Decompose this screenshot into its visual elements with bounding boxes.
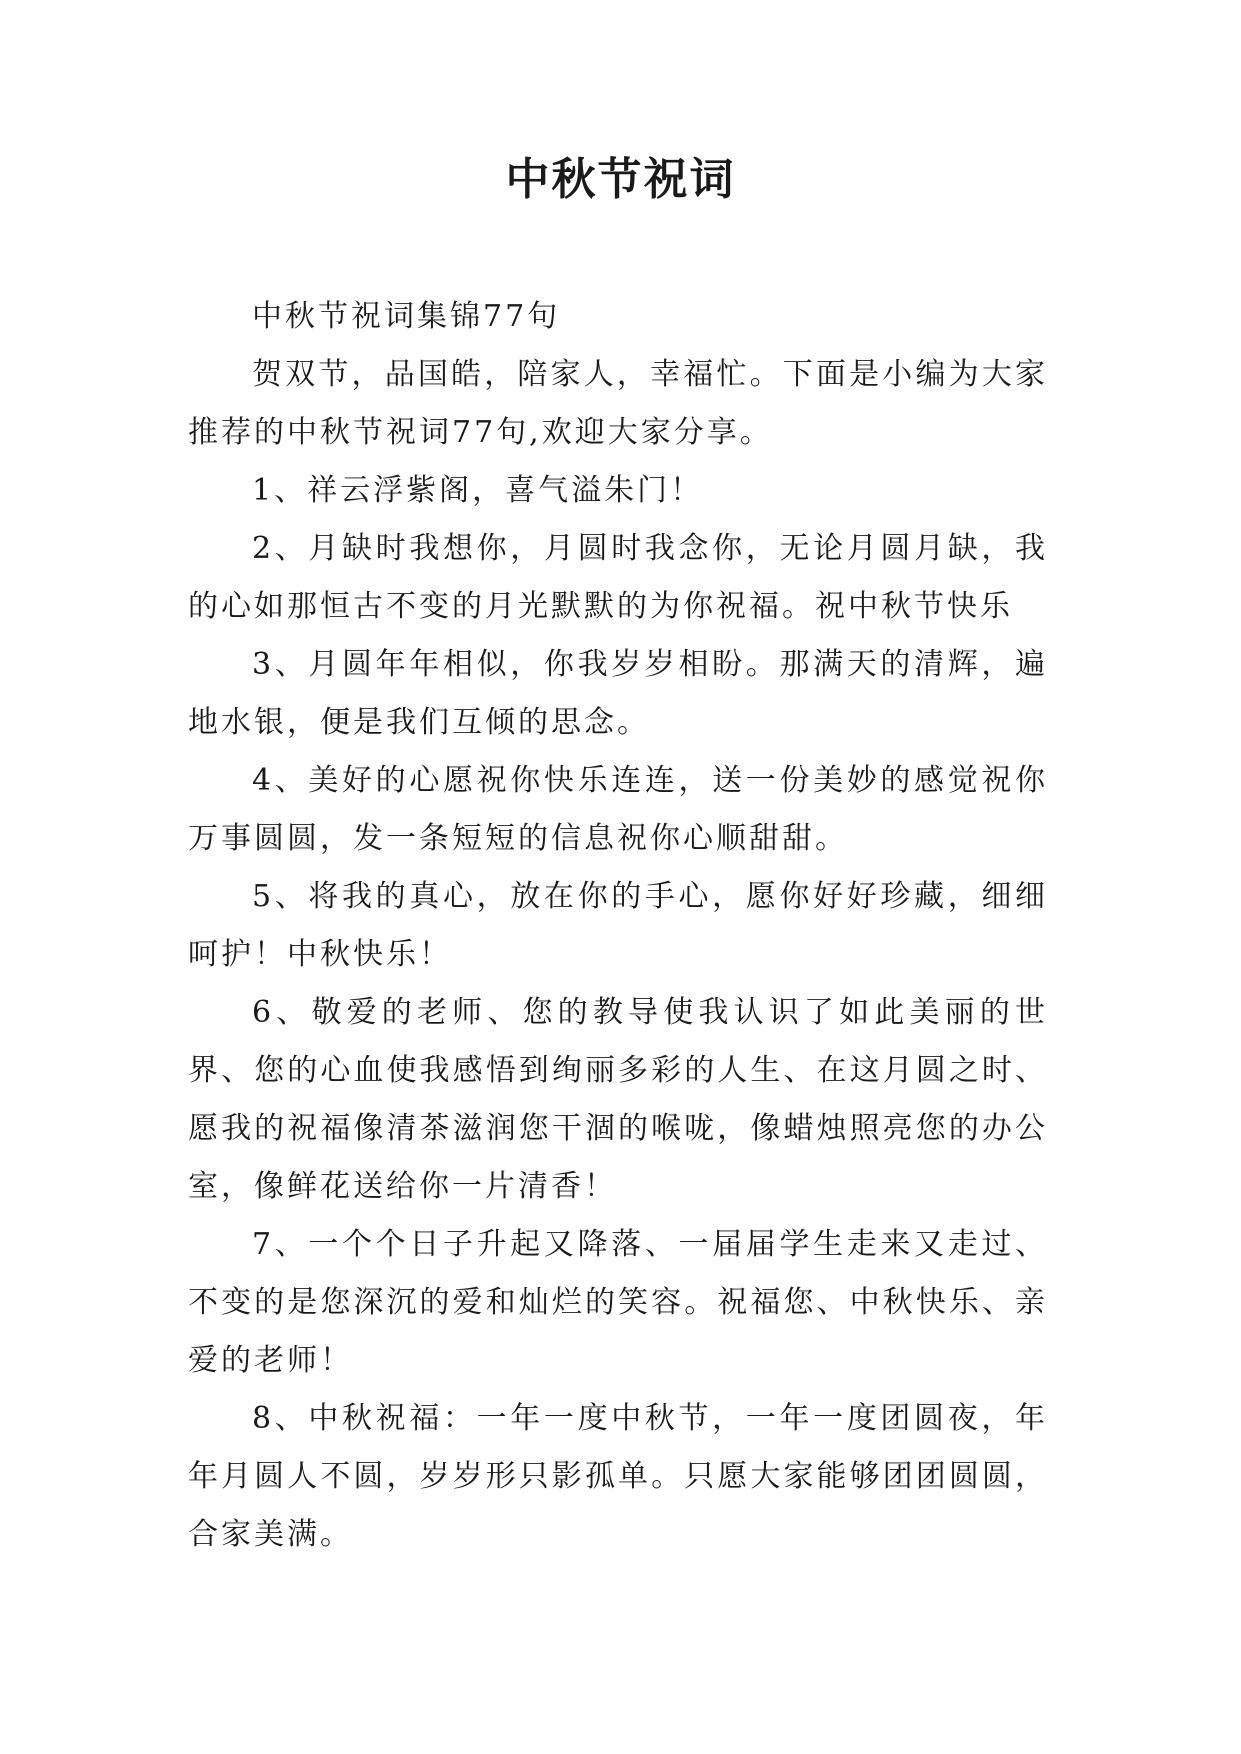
greeting-item-2: 2、月缺时我想你，月圆时我念你，无论月圆月缺，我的心如那恒古不变的月光默默的为你祝福。祝中秋节快乐 xyxy=(188,531,1048,624)
greeting-item-4: 4、美好的心愿祝你快乐连连，送一份美妙的感觉祝你万事圆圆，发一条短短的信息祝你心顺甜甜。 xyxy=(188,763,1048,856)
document-body xyxy=(188,288,1048,1564)
intro-paragraph: 贺双节，品国皓，陪家人，幸福忙。下面是小编为大家推荐的中秋节祝词77句,欢迎大家分享。 xyxy=(188,357,1048,450)
greeting-item-8: 8、中秋祝福：一年一度中秋节，一年一度团圆夜，年年月圆人不圆，岁岁形只影孤单。只愿大家能够团团圆圆，合家美满。 xyxy=(188,1401,1048,1552)
document-title: 中秋节祝词 xyxy=(505,154,736,205)
greeting-item-1: 1、祥云浮紫阁，喜气溢朱门！ xyxy=(252,473,704,508)
greeting-item-6: 6、敬爱的老师、您的教导使我认识了如此美丽的世界、您的心血使我感悟到绚丽多彩的人生、在这月圆之时、愿我的祝福像清茶滋润您干涸的喉咙，像蜡烛照亮您的办公室，像鲜花送给你一片清香！ xyxy=(188,995,1048,1204)
greeting-item-7: 7、一个个日子升起又降落、一届届学生走来又走过、不变的是您深沉的爱和灿烂的笑容。祝福您、中秋快乐、亲爱的老师！ xyxy=(188,1227,1048,1378)
greeting-item-5: 5、将我的真心，放在你的手心，愿你好好珍藏，细细呵护！中秋快乐！ xyxy=(188,879,1048,972)
subtitle-paragraph: 中秋节祝词集锦77句 xyxy=(252,299,561,334)
greeting-item-3: 3、月圆年年相似，你我岁岁相盼。那满天的清辉，遍地水银，便是我们互倾的思念。 xyxy=(188,647,1048,740)
